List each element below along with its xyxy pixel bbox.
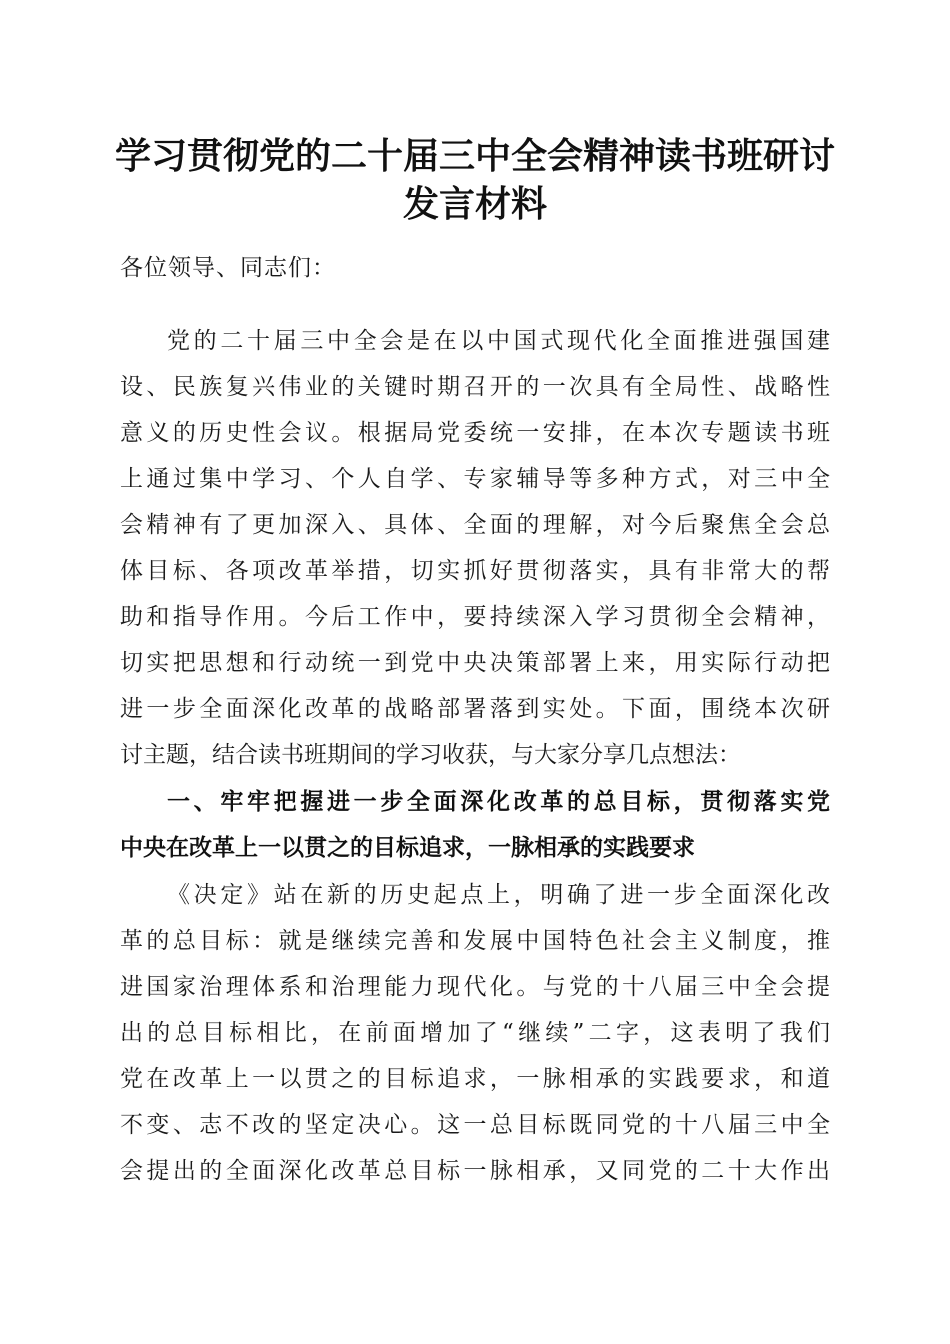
paragraph-1-line: 进一步全面深化改革的战略部署落到实处。下面，围绕本次研: [120, 696, 830, 722]
paragraph-1-line: 切实把思想和行动统一到党中央决策部署上来，用实际行动把: [120, 650, 830, 676]
paragraph-2-line: 党在改革上一以贯之的目标追求，一脉相承的实践要求，和道: [120, 1066, 830, 1092]
paragraph-2-line: 会提出的全面深化改革总目标一脉相承，又同党的二十大作出: [120, 1158, 830, 1184]
paragraph-1-line: 体目标、各项改革举措，切实抓好贯彻落实，具有非常大的帮: [120, 558, 830, 584]
greeting: 各位领导、同志们：: [120, 255, 336, 281]
document-title-line-2: 发言材料: [402, 183, 547, 225]
paragraph-2-line: 出的总目标相比，在前面增加了“继续”二字，这表明了我们: [120, 1020, 830, 1046]
paragraph-1-line: 设、民族复兴伟业的关键时期召开的一次具有全局性、战略性: [120, 374, 830, 400]
paragraph-1-line: 意义的历史性会议。根据局党委统一安排，在本次专题读书班: [120, 420, 830, 446]
section-heading-line: 中央在改革上一以贯之的目标追求，一脉相承的实践要求: [120, 835, 695, 861]
paragraph-2-line: 进国家治理体系和治理能力现代化。与党的十八届三中全会提: [120, 974, 830, 1000]
paragraph-2-line: 革的总目标：就是继续完善和发展中国特色社会主义制度，推: [120, 928, 830, 954]
paragraph-2-line: 《决定》站在新的历史起点上，明确了进一步全面深化改: [167, 882, 830, 908]
section-heading-line: 一、牢牢把握进一步全面深化改革的总目标，贯彻落实党: [167, 789, 830, 815]
paragraph-2-line: 不变、志不改的坚定决心。这一总目标既同党的十八届三中全: [120, 1112, 830, 1138]
paragraph-1-line: 上通过集中学习、个人自学、专家辅导等多种方式，对三中全: [120, 466, 830, 492]
paragraph-1-line: 党的二十届三中全会是在以中国式现代化全面推进强国建: [167, 328, 830, 354]
document-title-line-1: 学习贯彻党的二十届三中全会精神读书班研讨: [114, 135, 835, 177]
paragraph-1-line: 讨主题，结合读书班期间的学习收获，与大家分享几点想法：: [120, 742, 741, 768]
paragraph-1-line: 助和指导作用。今后工作中，要持续深入学习贯彻全会精神，: [120, 604, 830, 630]
paragraph-1-line: 会精神有了更加深入、具体、全面的理解，对今后聚焦全会总: [120, 512, 830, 538]
